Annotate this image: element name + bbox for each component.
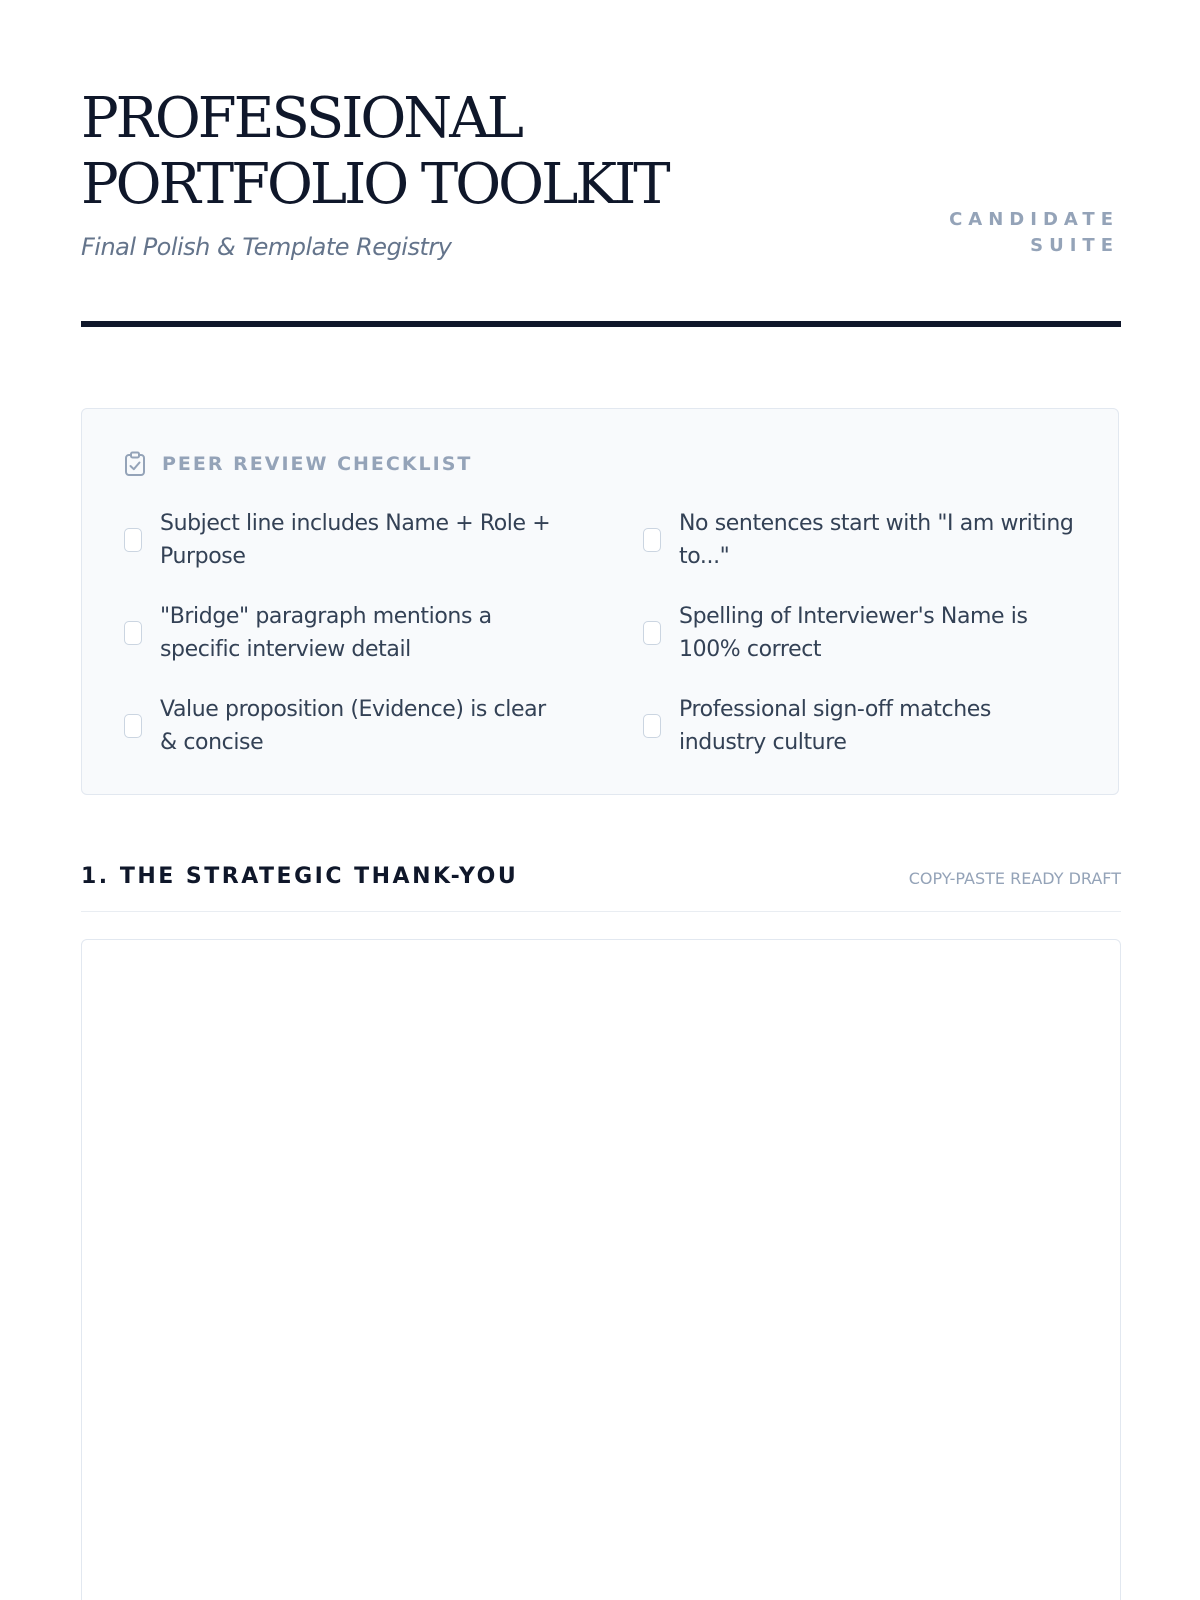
draft-text-area[interactable] [81, 939, 1121, 1600]
checklist-item-label: Subject line includes Name + Role + Purpose [160, 511, 551, 569]
portfolio-toolkit-page [81, 0, 1121, 1600]
checklist-item-label: Spelling of Interviewer's Name is 100% correct [679, 604, 1028, 662]
checklist-item[interactable] [124, 598, 564, 668]
checkbox[interactable] [643, 621, 661, 645]
header-divider [81, 321, 1121, 327]
checklist-item-label: No sentences start with "I am writing to..." [679, 511, 1074, 569]
checklist-item-label: Professional sign-off matches industry culture [679, 697, 991, 755]
section-title: 1. THE STRATEGIC THANK-YOU [81, 864, 519, 889]
section-meta-label: COPY-PASTE READY DRAFT [908, 869, 1121, 888]
section-header [81, 860, 1121, 912]
checkbox[interactable] [643, 714, 661, 738]
checklist-item[interactable] [124, 505, 564, 575]
checklist-item[interactable] [643, 691, 1083, 761]
checklist-items [124, 505, 1084, 765]
checklist-item-label: Value proposition (Evidence) is clear & concise [160, 697, 546, 755]
checkbox[interactable] [643, 528, 661, 552]
checklist-item[interactable] [643, 598, 1083, 668]
checklist-header [124, 449, 472, 479]
checkbox[interactable] [124, 714, 142, 738]
page-title: PROFESSIONAL PORTFOLIO TOOLKIT [81, 86, 668, 217]
checklist-item-label: "Bridge" paragraph mentions a specific interview detail [160, 604, 492, 662]
clipboard-check-icon [124, 451, 146, 477]
checkbox[interactable] [124, 528, 142, 552]
checklist-title: PEER REVIEW CHECKLIST [162, 453, 473, 475]
checklist-item[interactable] [643, 505, 1083, 575]
peer-review-checklist [81, 408, 1119, 795]
suite-badge: CANDIDATE SUITE [949, 209, 1119, 256]
checkbox[interactable] [124, 621, 142, 645]
page-header [81, 86, 1121, 326]
page-subtitle: Final Polish & Template Registry [81, 233, 452, 261]
checklist-item[interactable] [124, 691, 564, 761]
